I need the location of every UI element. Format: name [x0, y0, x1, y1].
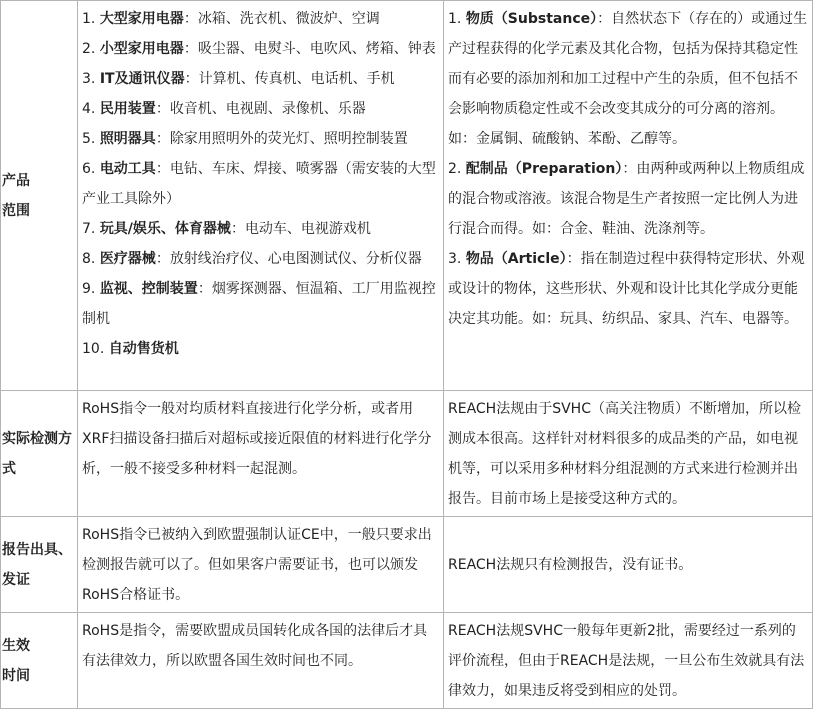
list-item: 1. 物质（Substance）：自然状态下（存在的）或通过生产过程获得的化学元素及其化合物，包括为保持其稳定性而有必要的添加剂和加工过程中产生的杂质，但不包括不会影响物质稳定性或不会改变其成分的可分离的溶剂。如：金属铜、硫酸钠、苯酚、乙醇等。 — [448, 11, 808, 147]
reach-scope-cell — [444, 1, 813, 391]
rohs-scope-cell — [78, 1, 444, 391]
row-report-certificate — [1, 517, 813, 613]
cell-text: RoHS指令一般对均质材料直接进行化学分析，或者用XRF扫描设备扫描后对超标或接近限值的材料进行化学分析，一般不接受多种材料一起混测。 — [82, 401, 432, 477]
row-header-testing-method — [1, 391, 78, 517]
rohs-testing-cell — [78, 391, 444, 517]
list-item: 3. 物品（Article）：指在制造过程中获得特定形状、外观或设计的物体，这些形状、外观和设计比其化学成分更能决定其功能。如：玩具、纺织品、家具、汽车、电器等。 — [448, 251, 805, 327]
reach-report-cell — [444, 517, 813, 613]
row-testing-method — [1, 391, 813, 517]
header-line: 报告出具、 — [2, 541, 72, 558]
reach-testing-cell — [444, 391, 813, 517]
header-line: 时间 — [2, 667, 30, 684]
row-effective-time — [1, 613, 813, 709]
rohs-effective-cell — [78, 613, 444, 709]
header-line: 范围 — [2, 202, 30, 219]
cell-text: RoHS是指令，需要欧盟成员国转化成各国的法律后才具有法律效力，所以欧盟各国生效时间也不同。 — [82, 623, 428, 669]
header-line: 产品 — [2, 172, 30, 189]
row-header-report-certificate — [1, 517, 78, 613]
header-line: 实际检测方 — [2, 430, 72, 447]
row-product-scope — [1, 1, 813, 391]
cell-text: REACH法规只有检测报告，没有证书。 — [448, 557, 693, 573]
list-item: 5. 照明器具：除家用照明外的荧光灯、照明控制装置 — [82, 131, 408, 147]
reach-effective-cell — [444, 613, 813, 709]
cell-text: REACH法规由于SVHC（高关注物质）不断增加，所以检测成本很高。这样针对材料很多的成品类的产品，如电视机等，可以采用多种材料分组混测的方式来进行检测并出报告。目前市场上是接受这种方式的。 — [448, 401, 801, 507]
list-item: 4. 民用装置：收音机、电视剧、录像机、乐器 — [82, 101, 366, 117]
list-item: 8. 医疗器械：放射线治疗仪、心电图测试仪、分析仪器 — [82, 251, 422, 267]
cell-text: REACH法规SVHC一般每年更新2批，需要经过一系列的评价流程，但由于REACH是法规，一旦公布生效就具有法律效力，如果违反将受到相应的处罚。 — [448, 623, 805, 699]
row-header-product-scope — [1, 1, 78, 391]
list-item: 9. 监视、控制装置：烟雾探测器、恒温箱、工厂用监视控制机 — [82, 281, 436, 327]
header-line: 式 — [2, 460, 16, 477]
list-item: 3. IT及通讯仪器：计算机、传真机、电话机、手机 — [82, 71, 395, 87]
row-header-effective-time — [1, 613, 78, 709]
list-item: 10. 自动售货机 — [82, 341, 179, 357]
list-item: 6. 电动工具：电钻、车床、焊接、喷雾器（需安装的大型产业工具除外） — [82, 161, 436, 207]
list-item: 2. 小型家用电器：吸尘器、电熨斗、电吹风、烤箱、钟表 — [82, 41, 436, 57]
header-line: 生效 — [2, 637, 30, 654]
list-item: 2. 配制品（Preparation）：由两种或两种以上物质组成的混合物或溶液。该混合物是生产者按照一定比例人为进行混合而得。如：合金、鞋油、洗涤剂等。 — [448, 161, 805, 237]
list-item: 7. 玩具/娱乐、体育器械：电动车、电视游戏机 — [82, 221, 371, 237]
header-line: 发证 — [2, 571, 30, 588]
cell-text: RoHS指令已被纳入到欧盟强制认证CE中，一般只要求出检测报告就可以了。但如果客户需要证书，也可以颁发RoHS合格证书。 — [82, 527, 432, 603]
rohs-report-cell — [78, 517, 444, 613]
list-item: 1. 大型家用电器：冰箱、洗衣机、微波炉、空调 — [82, 11, 380, 27]
